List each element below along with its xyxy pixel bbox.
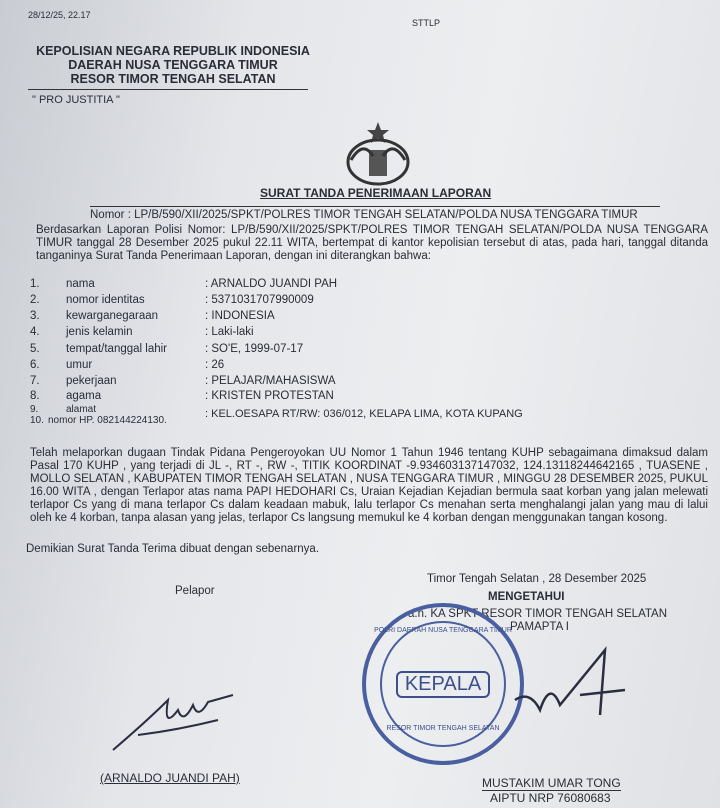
field-number: 10. <box>30 415 44 426</box>
field-row <box>30 415 590 429</box>
field-label: nama <box>66 278 95 290</box>
pelapor-label: Pelapor <box>175 585 215 597</box>
field-value: : KEL.OESAPA RT/RW: 036/012, KELAPA LIMA, KOTA KUPANG <box>205 408 523 420</box>
field-row <box>30 310 590 324</box>
field-value: : Laki-laki <box>205 326 254 338</box>
field-label: alamat <box>66 404 97 415</box>
field-value: : SO'E, 1999-07-17 <box>205 343 304 355</box>
stamp-text-top: POLRI DAERAH NUSA TENGGARA TIMUR <box>374 627 512 634</box>
official-stamp <box>362 603 524 765</box>
field-label: umur <box>66 359 93 371</box>
document-title: SURAT TANDA PENERIMAAN LAPORAN <box>260 186 492 200</box>
pelapor-signature <box>108 680 238 763</box>
field-value: : PELAJAR/MAHASISWA <box>205 375 336 387</box>
field-number: 6. <box>30 359 40 371</box>
closing-statement: Demikian Surat Tanda Terima dibuat dengan sebenarnya. <box>26 543 320 555</box>
field-label: nomor HP. 082144224130. <box>48 415 167 426</box>
stamp-text-bottom: RESOR TIMOR TENGAH SELATAN <box>386 725 500 732</box>
letterhead <box>28 44 318 90</box>
officer-nrp: AIPTU NRP 76080683 <box>490 791 611 805</box>
field-value: : KRISTEN PROTESTAN <box>205 390 334 402</box>
letterhead-line: DAERAH NUSA TENGGARA TIMUR <box>68 58 278 72</box>
field-row <box>30 326 590 340</box>
letterhead-line: RESOR TIMOR TENGAH SELATAN <box>70 72 276 86</box>
field-number: 9. <box>30 404 39 415</box>
field-value: : 5371031707990009 <box>205 294 314 306</box>
field-row <box>30 375 590 389</box>
pamapta-label: PAMAPTA I <box>510 621 570 633</box>
document-code: STTLP <box>412 18 441 28</box>
field-number: 3. <box>30 310 40 322</box>
field-label: jenis kelamin <box>66 326 133 338</box>
police-emblem-icon <box>343 120 413 186</box>
field-value: : INDONESIA <box>205 310 275 322</box>
document-number: Nomor : LP/B/590/XII/2025/SPKT/POLRES TIMOR TENGAH SELATAN/POLDA NUSA TENGGARA TIMUR <box>90 206 660 221</box>
intro-paragraph: Berdasarkan Laporan Polisi Nomor: LP/B/590/XII/2025/SPKT/POLRES TIMOR TENGAH SELATAN/POLDA NUSA TENGGARA TIMUR tanggal 28 Desember 2025 pukul 22.11 WITA, bertempat di kantor kepolisian tersebut di atas, pada hari, tanggal ditanda tanganinya Surat Tanda Penerimaan Laporan, dengan ini diterangkan bahwa: <box>36 224 708 262</box>
field-number: 7. <box>30 375 40 387</box>
field-row <box>30 390 590 404</box>
letterhead-line: KEPOLISIAN NEGARA REPUBLIK INDONESIA <box>36 44 310 58</box>
field-row <box>30 343 590 357</box>
pelapor-name: (ARNALDO JUANDI PAH) <box>100 771 240 785</box>
field-label: tempat/tanggal lahir <box>66 343 168 355</box>
timestamp: 28/12/25, 22.17 <box>28 10 91 20</box>
field-row <box>30 294 590 308</box>
officer-signature <box>510 640 630 733</box>
mengetahui-label: MENGETAHUI <box>488 591 565 603</box>
pro-justitia: " PRO JUSTITIA " <box>32 94 120 106</box>
field-number: 1. <box>30 278 40 290</box>
field-number: 5. <box>30 343 40 355</box>
field-label: agama <box>66 390 102 402</box>
on-behalf-label: a.n. KA SPKT RESOR TIMOR TENGAH SELATAN <box>408 608 668 620</box>
field-value: : 26 <box>205 359 225 371</box>
field-label: kewarganegaraan <box>66 310 159 322</box>
field-row <box>30 278 590 292</box>
field-row <box>30 359 590 373</box>
field-number: 2. <box>30 294 40 306</box>
place-date: Timor Tengah Selatan , 28 Desember 2025 <box>427 573 647 585</box>
field-label: pekerjaan <box>66 375 117 387</box>
officer-name: MUSTAKIM UMAR TONG <box>482 776 621 790</box>
report-paragraph: Telah melaporkan dugaan Tindak Pidana Pengeroyokan UU Nomor 1 Tahun 1946 tentang KUHP sebagaimana dimaksud dalam Pasal 170 KUHP , yang terjadi di JL -, RT -, RW -, TITIK KOORDINAT -9.934603137147032, 124.13118244642165 , TUASENE , MOLLO SELATAN , KABUPATEN TIMOR TENGAH SELATAN , NUSA TENGGARA TIMUR , MINGGU 28 DESEMBER 2025, PUKUL 16.00 WITA , dengan Terlapor atas nama PAPI HEDOHARI Cs, Uraian Kejadian Kejadian bermula saat korban yang jalan melewati terlapor Cs yang di mana terlapor Cs dalam keadaan mabuk, lalu terlapor Cs menahan serta menghalangi jalan yang mau di lalui oleh ke 4 korban, tanpa alasan yang jelas, terlapor Cs langsung memukul ke 4 korban dengan menggunakan tangan kosong. <box>30 447 708 524</box>
field-value: : ARNALDO JUANDI PAH <box>205 278 338 290</box>
stamp-text-center: KEPALA <box>396 671 490 698</box>
field-number: 8. <box>30 390 40 402</box>
field-label: nomor identitas <box>66 294 145 306</box>
field-number: 4. <box>30 326 40 338</box>
